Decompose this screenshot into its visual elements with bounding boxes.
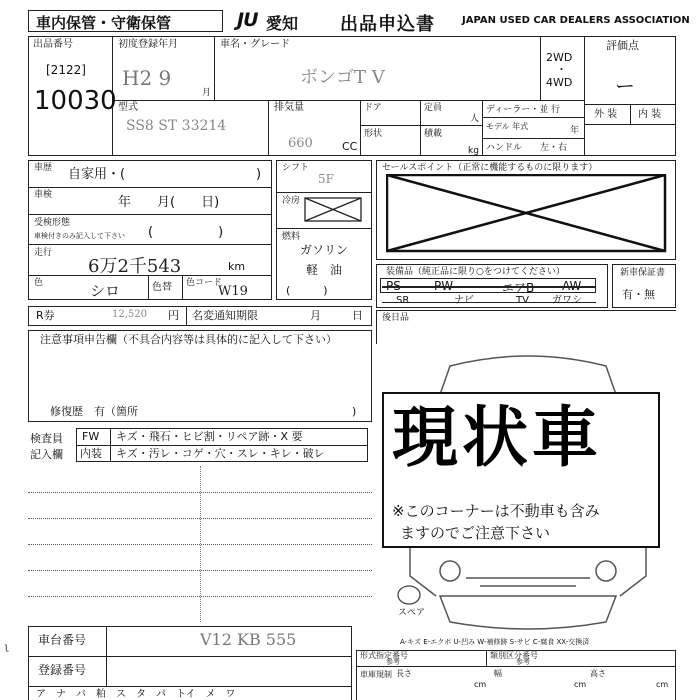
inspection-type-paren: ( ) xyxy=(148,225,224,240)
warranty-value: 有・無 xyxy=(622,288,655,301)
damage-legend: A-キズ E-エクボ U-凹み W-補修跡 S-サビ C-腐食 XX-交換済 xyxy=(400,638,590,646)
rb-unit: 円 xyxy=(168,309,179,322)
history-close: ) xyxy=(256,167,262,182)
capacity-label: 定員 xyxy=(424,103,443,113)
category-label: 類別区分番号 xyxy=(490,651,538,660)
year-unit: 年 xyxy=(570,126,580,136)
category-ref: 参考 xyxy=(516,658,530,666)
interior-check-label: 内装 xyxy=(80,447,102,460)
fw-text: キズ・飛石・ヒビ割・リペア跡・X 要 xyxy=(116,430,303,443)
displacement-label: 排気量 xyxy=(274,102,304,113)
color-value: シロ xyxy=(90,282,121,300)
fuel-paren: ( ) xyxy=(286,284,328,297)
mileage-value: 6万2千543 xyxy=(88,256,182,277)
notice-month: 月 xyxy=(310,309,321,322)
type-cert-label: 形式指定番号 xyxy=(360,651,408,660)
after-label: 後日品 xyxy=(382,313,410,323)
model-label: 型式 xyxy=(118,102,138,113)
drive-4wd: 4WD xyxy=(546,76,573,89)
form-title: 出品申込書 xyxy=(340,14,435,35)
dealer-label: ディーラー・並 行 xyxy=(486,105,561,115)
eq-navi: ナビ xyxy=(454,295,474,306)
height-label: 高さ xyxy=(590,669,606,678)
history-value: 自家用・( xyxy=(68,167,126,182)
aircon-label: 冷房 xyxy=(282,196,301,206)
interior-label: 内 装 xyxy=(638,109,662,120)
fuel-gasoline: ガソリン xyxy=(300,243,349,257)
equipment-title: 装備品（純正品に限り○をつけてください） xyxy=(386,267,565,277)
model-year-label: モデル 年式 xyxy=(486,122,529,131)
shape-label: 形状 xyxy=(364,129,383,139)
chassis-value: V12 KB 555 xyxy=(200,630,297,649)
mileage-label: 走行 xyxy=(34,248,53,258)
inspection-label: 車検 xyxy=(34,190,53,200)
color-code-value: W19 xyxy=(218,284,248,299)
warranty-label: 新車保証書 xyxy=(620,268,666,278)
association-name: JAPAN USED CAR DEALERS ASSOCIATION xyxy=(462,15,690,26)
inspection-type-note: 車検付きのみ記入して下さい xyxy=(34,232,125,240)
spare-tire-icon xyxy=(396,584,422,606)
chassis-label: 車台番号 xyxy=(38,633,87,647)
rb-value: 12,520 xyxy=(112,309,147,320)
displacement-value: 660 xyxy=(288,136,313,151)
load-label: 積載 xyxy=(424,129,443,139)
repair-close: ) xyxy=(352,405,357,418)
eq-aw: AW xyxy=(562,279,582,293)
aircon-crossed-box xyxy=(304,196,364,224)
rb-label: R券 xyxy=(36,309,55,322)
month-unit: 月 xyxy=(202,88,212,98)
color-label: 色 xyxy=(34,278,44,288)
width-unit: cm xyxy=(574,680,587,689)
length-label: 長さ xyxy=(396,669,412,678)
eq-pw: PW xyxy=(434,279,454,293)
notes-title: 注意事項申告欄（不具合内容等は具体的に記入して下さい） xyxy=(40,333,337,346)
logo-text: 愛知 xyxy=(266,14,299,33)
km-unit: km xyxy=(228,260,246,273)
notice-label: 名変通知期限 xyxy=(192,309,258,322)
eq-tv: TV xyxy=(516,295,529,306)
handle-value: 左・右 xyxy=(540,143,568,153)
type-cert-ref: 参考 xyxy=(386,658,400,666)
shift-value: 5F xyxy=(318,172,334,186)
car-name-label: 車名・グレード xyxy=(220,39,290,50)
repair-label: 修復歴 有（箇所 xyxy=(50,405,138,418)
color-code-label: 色コード xyxy=(186,278,223,288)
rating-label: 評価点 xyxy=(606,39,639,52)
capacity-unit: 人 xyxy=(470,114,480,124)
as-is-note-1: ※このコーナーは不動車も含み xyxy=(392,502,600,520)
storage-label: 車内保管・守衛保管 xyxy=(36,14,172,32)
fw-label: FW xyxy=(82,430,100,443)
after-box xyxy=(376,310,676,344)
eq-sr: SR xyxy=(396,295,410,306)
lot-number: 10030 xyxy=(34,86,117,116)
inspection-value: 年 月( 日) xyxy=(118,195,220,210)
spare-label: スペア xyxy=(398,608,426,618)
drive-dot: ・ xyxy=(556,63,567,76)
drive-2wd: 2WD xyxy=(546,51,573,64)
notice-day: 日 xyxy=(352,309,363,322)
kg-unit: kg xyxy=(468,146,479,156)
color-change-label: 色替 xyxy=(152,282,172,293)
inspector-writing-area xyxy=(28,466,372,622)
handle-label: ハンドル xyxy=(486,143,523,153)
shift-label: シフト xyxy=(282,163,310,173)
height-unit: cm xyxy=(656,680,669,689)
first-registration-value: H2 9 xyxy=(122,66,172,90)
inspector-label-1: 検査員 xyxy=(30,432,63,445)
dimension-label: 車庫規制 xyxy=(360,670,392,679)
selling-point-cross xyxy=(386,174,668,254)
eq-gawa: ガワシ xyxy=(552,295,582,306)
inspection-type-label: 受検形態 xyxy=(34,218,71,228)
door-label: ドア xyxy=(364,103,382,113)
selling-point-title: セールスポイント（正常に機能するものに限ります） xyxy=(382,163,598,173)
lot-small-number: [2122] xyxy=(46,63,86,77)
cc-unit: CC xyxy=(342,140,358,153)
registration-label: 登録番号 xyxy=(38,663,87,677)
exterior-label: 外 装 xyxy=(594,109,618,120)
car-name-value: ボンゴT V xyxy=(300,67,385,88)
inspector-label-2: 記入欄 xyxy=(30,448,63,461)
fuel-diesel: 軽 油 xyxy=(306,263,343,277)
fuel-label: 燃料 xyxy=(282,232,301,242)
as-is-stamp-title: 現状車 xyxy=(392,399,602,476)
interior-check-text: キズ・汚レ・コゲ・穴・スレ・キレ・破レ xyxy=(116,447,325,460)
rating-value: ー xyxy=(615,74,635,98)
footer-row: ア ナ バ 粕 ス タ パ トイ メ ワ xyxy=(36,689,236,700)
as-is-note-2: ますのでご注意下さい xyxy=(400,524,551,542)
length-unit: cm xyxy=(474,680,487,689)
margin-mark: ι xyxy=(4,640,10,656)
history-label: 車歴 xyxy=(34,163,53,173)
eq-ps: PS xyxy=(386,279,401,293)
model-value: SS8 ST 33214 xyxy=(126,118,227,134)
lot-number-label: 出品番号 xyxy=(33,39,73,50)
eq-airbag: エアB xyxy=(502,281,535,295)
ju-logo: JU xyxy=(237,9,258,31)
width-label: 幅 xyxy=(494,669,502,678)
first-registration-label: 初度登録年月 xyxy=(118,39,178,50)
